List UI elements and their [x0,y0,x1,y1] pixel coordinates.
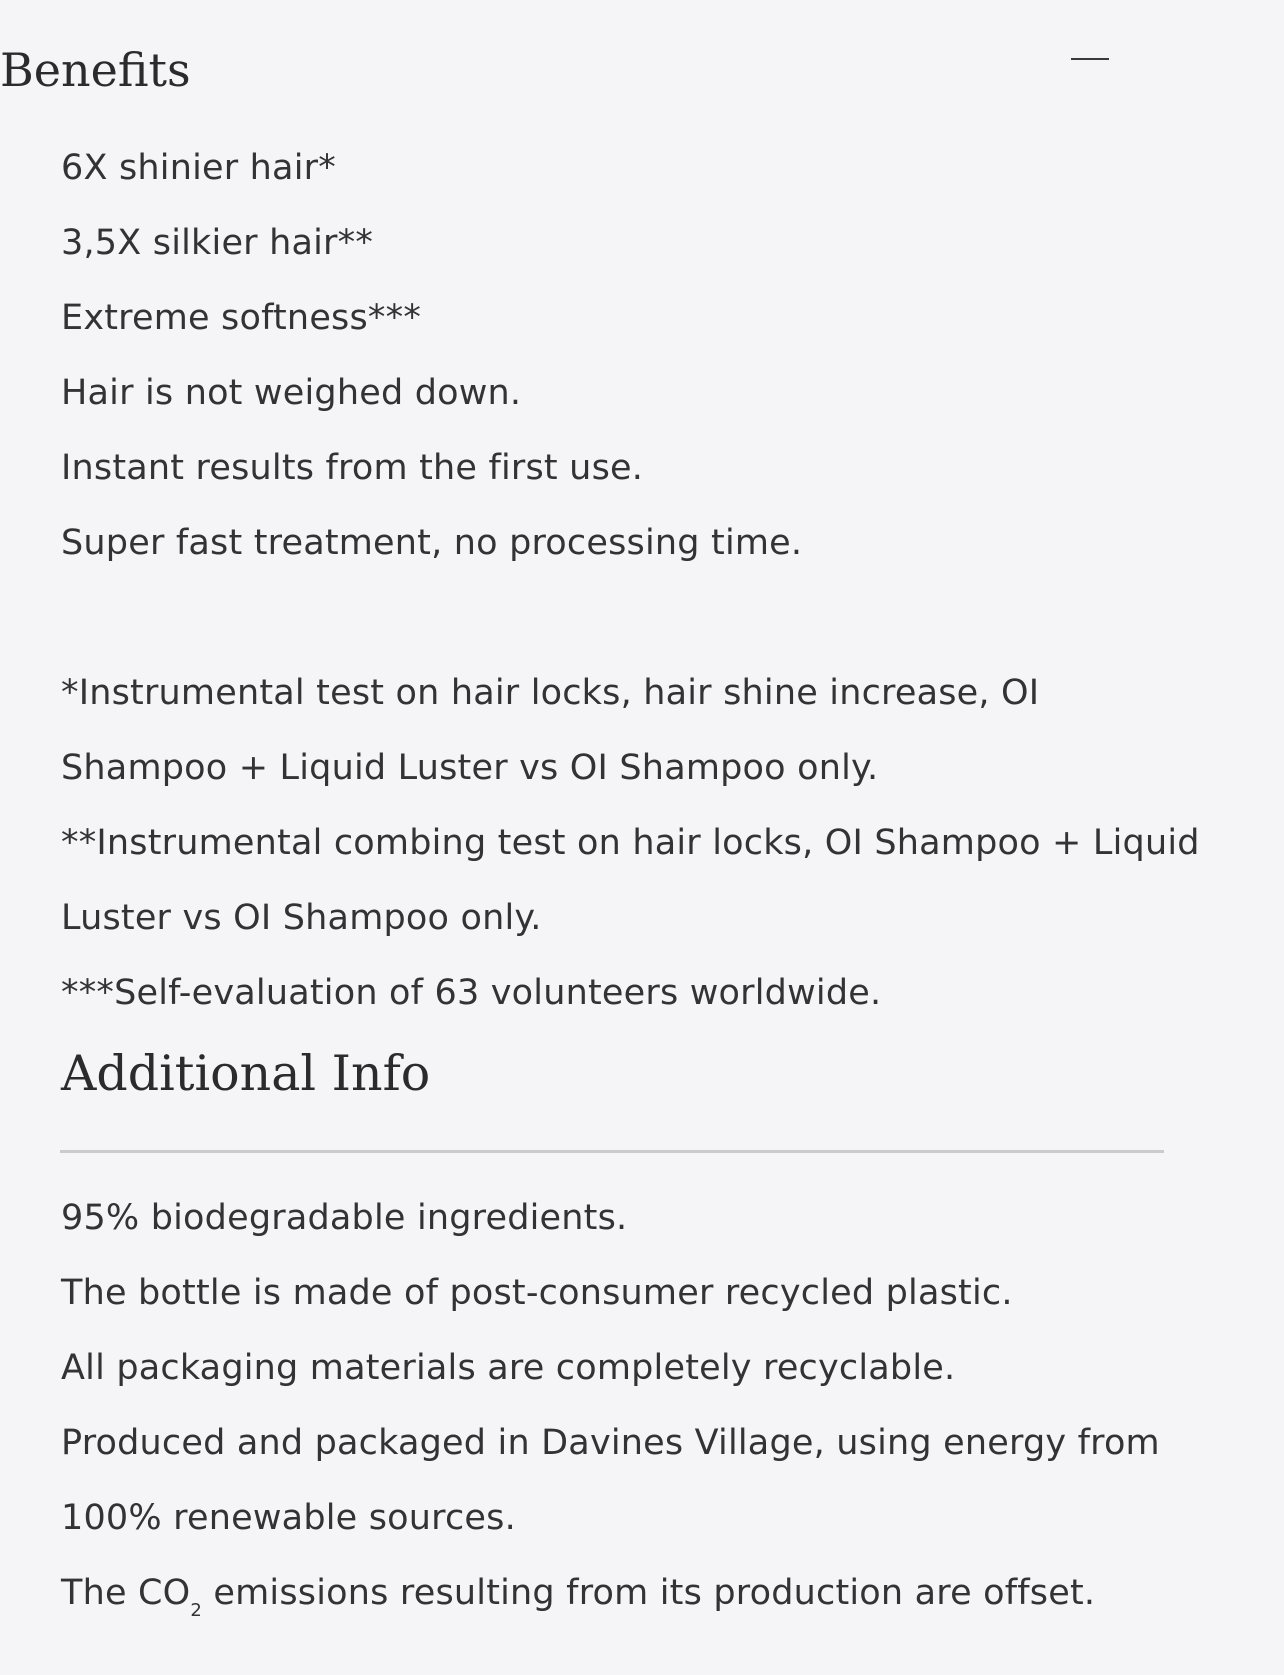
footnote-line: **Instrumental combing test on hair locks, OI Shampoo + Liquid [61,823,1200,863]
footnote-line: ***Self-evaluation of 63 volunteers worldwide. [61,973,882,1013]
info-item: 95% biodegradable ingredients. [61,1198,628,1238]
minus-icon [1071,58,1109,60]
footnote-line: *Instrumental test on hair locks, hair shine increase, OI [61,673,1040,713]
section-divider [60,1150,1164,1153]
benefits-title: Benefits [0,43,191,97]
benefit-item: 6X shinier hair* [61,148,336,188]
info-item: 100% renewable sources. [61,1498,516,1538]
co2-suffix: emissions resulting from its production are offset. [202,1573,1096,1613]
benefit-item: Hair is not weighed down. [61,373,522,413]
co2-subscript: 2 [190,1600,203,1621]
info-item: Produced and packaged in Davines Village, using energy from [61,1423,1160,1463]
benefit-item: 3,5X silkier hair** [61,223,374,263]
co2-info-item [61,1569,1096,1621]
benefit-item: Extreme softness*** [61,298,422,338]
footnote-line: Shampoo + Liquid Luster vs OI Shampoo only. [61,748,879,788]
info-item: All packaging materials are completely recyclable. [61,1348,956,1388]
info-item: The bottle is made of post-consumer recycled plastic. [61,1273,1013,1313]
additional-info-title: Additional Info [61,1045,431,1102]
benefits-collapse-button[interactable] [1060,38,1120,78]
co2-prefix: The CO [61,1573,191,1613]
benefit-item: Super fast treatment, no processing time. [61,523,803,563]
footnote-line: Luster vs OI Shampoo only. [61,898,542,938]
benefit-item: Instant results from the first use. [61,448,644,488]
